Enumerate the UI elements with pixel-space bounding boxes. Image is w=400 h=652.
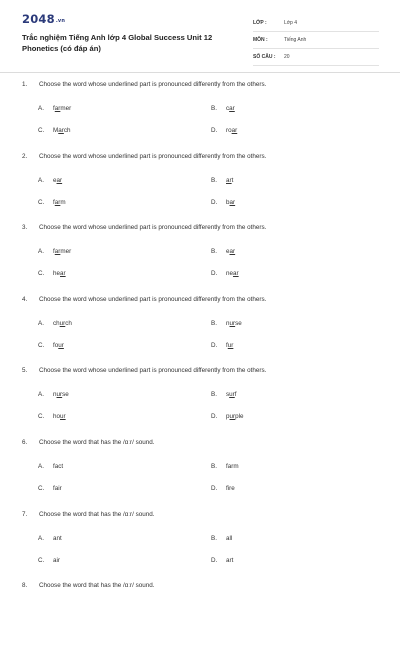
option-word [226,485,235,492]
question-text: Choose the word whose underlined part is pronounced differently from the others. [39,152,267,160]
question-number: 2. [22,152,28,160]
option-letter: B. [211,391,217,399]
word-part: b [226,198,230,206]
option-word [226,342,233,349]
word-part: farm [226,463,239,470]
word-part: ch [65,319,72,327]
word-part: ant [53,534,62,542]
underlined-part: ar [56,176,63,184]
option-letter: A. [38,248,44,256]
underlined-part: ar [229,198,236,206]
word-part: se [235,319,242,327]
option-word [53,463,63,470]
question-item [0,511,400,581]
option-word [53,413,66,420]
option-letter: D. [211,413,218,421]
meta-value: Tiếng Anh [284,37,307,43]
meta-label: LỚP : [253,20,267,26]
word-part: ch [53,319,60,327]
option-word [226,413,244,420]
underlined-part: ur [58,341,64,349]
option-word [226,270,239,277]
meta-label: SỐ CÂU : [253,54,276,60]
word-part: fair [53,485,62,492]
underlined-part: ar [231,127,238,134]
option-word [226,177,233,184]
question-text: Choose the word that has the /ɑːr/ sound. [39,510,155,518]
word-part: c [226,105,230,112]
option-word [226,127,237,134]
option-letter: A. [38,391,44,399]
word-part: e [53,176,57,184]
word-part: m [60,198,66,206]
question-text: Choose the word whose underlined part is pronounced differently from the others. [39,224,267,232]
word-part: ro [226,127,232,134]
option-letter: D. [211,485,218,492]
question-item [0,582,400,652]
option-letter: D. [211,270,218,278]
word-part: f [226,341,228,349]
question-number: 5. [22,367,28,375]
question-text: Choose the word whose underlined part is pronounced differently from the others. [39,367,267,375]
word-part: ch [63,127,71,134]
option-letter: A. [38,463,44,470]
option-letter: A. [38,319,44,327]
underlined-part: ur [229,319,236,327]
underlined-part: ar [58,127,64,134]
word-part: ho [53,413,61,421]
question-item [0,81,400,151]
word-part: ne [226,270,234,278]
option-letter: A. [38,105,44,112]
option-letter: D. [211,127,218,134]
underlined-part: ar [54,105,61,112]
document-title: Trắc nghiệm Tiếng Anh lớp 4 Global Success Unit 12 Phonetics (có đáp án) [22,33,213,53]
question-text: Choose the word whose underlined part is pronounced differently from the others. [39,295,267,303]
word-part: n [53,391,57,399]
header-divider [0,72,400,73]
option-letter: D. [211,341,218,349]
option-word [226,248,235,255]
underlined-part: ur [229,391,235,399]
word-part: e [226,248,230,256]
meta-row-grade [253,15,379,32]
option-letter: C. [38,556,45,564]
question-number: 4. [22,295,28,303]
word-part: p [226,413,230,421]
question-number: 1. [22,81,28,88]
meta-row-count [253,49,379,66]
option-letter: D. [211,556,218,564]
option-word [53,199,66,206]
option-letter: A. [38,176,44,184]
option-word [53,391,69,398]
underlined-part: ur [56,391,63,399]
option-word [53,105,71,112]
meta-table [253,15,379,66]
meta-label: MÔN : [253,37,268,43]
document-header [0,0,400,72]
question-item [0,153,400,223]
word-part: t [231,176,234,184]
logo-text: 2048 [22,12,55,26]
question-text: Choose the word that has the /ɑːr/ sound. [39,439,155,446]
underlined-part: ar [229,248,236,256]
underlined-part: ar [229,105,235,112]
option-letter: C. [38,198,45,206]
meta-value: Lớp 4 [284,20,298,26]
option-word [226,199,235,206]
question-number: 8. [22,582,28,590]
option-word [226,463,239,470]
option-word [53,177,62,184]
site-logo[interactable] [22,12,65,26]
underlined-part: ar [60,270,66,278]
underlined-part: ur [229,413,236,421]
word-part: M [53,127,59,134]
word-part: fact [53,463,64,470]
option-word [226,557,233,564]
underlined-part: ur [59,319,66,327]
word-part: se [62,391,69,399]
option-word [226,391,237,398]
option-word [226,105,235,112]
word-part: fo [53,341,59,349]
underlined-part: ur [227,341,234,349]
option-letter: B. [211,248,217,256]
option-letter: C. [38,485,45,492]
meta-row-subject [253,32,379,49]
question-item [0,224,400,294]
word-part: ple [235,413,244,421]
word-part: fire [226,485,235,492]
option-word [53,248,71,255]
option-letter: D. [211,198,218,206]
word-part: f [53,105,55,112]
option-word [53,270,66,277]
underlined-part: ur [60,413,66,421]
option-word [53,320,72,327]
word-part: f [53,248,55,256]
option-letter: C. [38,127,45,134]
option-word [53,485,62,492]
logo-suffix: .vn [55,18,66,24]
option-word [53,342,64,349]
question-number: 3. [22,224,28,232]
question-item [0,296,400,366]
option-letter: B. [211,463,217,470]
option-letter: C. [38,341,45,349]
underlined-part: ar [54,248,61,256]
word-part: f [53,198,55,206]
question-number: 7. [22,510,28,518]
option-word [53,127,71,134]
option-letter: C. [38,413,45,421]
option-letter: B. [211,176,217,184]
option-word [226,320,242,327]
word-part: mer [60,105,72,112]
underlined-part: ar [226,176,232,184]
word-part: art [226,556,234,564]
option-letter: A. [38,534,44,542]
option-word [53,557,60,564]
word-part: n [226,319,230,327]
option-letter: B. [211,105,217,112]
option-word [53,535,62,542]
underlined-part: ar [233,270,239,278]
option-word [226,535,232,542]
question-number: 6. [22,439,28,446]
option-letter: B. [211,319,217,327]
word-part: mer [60,248,72,256]
word-part: air [53,556,60,564]
word-part: he [53,270,61,278]
meta-value: 20 [284,54,290,60]
word-part: s [226,391,230,399]
option-letter: B. [211,534,217,542]
option-letter: C. [38,270,45,278]
question-text: Choose the word that has the /ɑːr/ sound. [39,582,155,590]
question-item [0,367,400,437]
underlined-part: ar [54,198,61,206]
question-item [0,439,400,509]
question-text: Choose the word whose underlined part is pronounced differently from the others. [39,81,267,88]
word-part: f [234,391,237,399]
word-part: all [226,534,233,542]
